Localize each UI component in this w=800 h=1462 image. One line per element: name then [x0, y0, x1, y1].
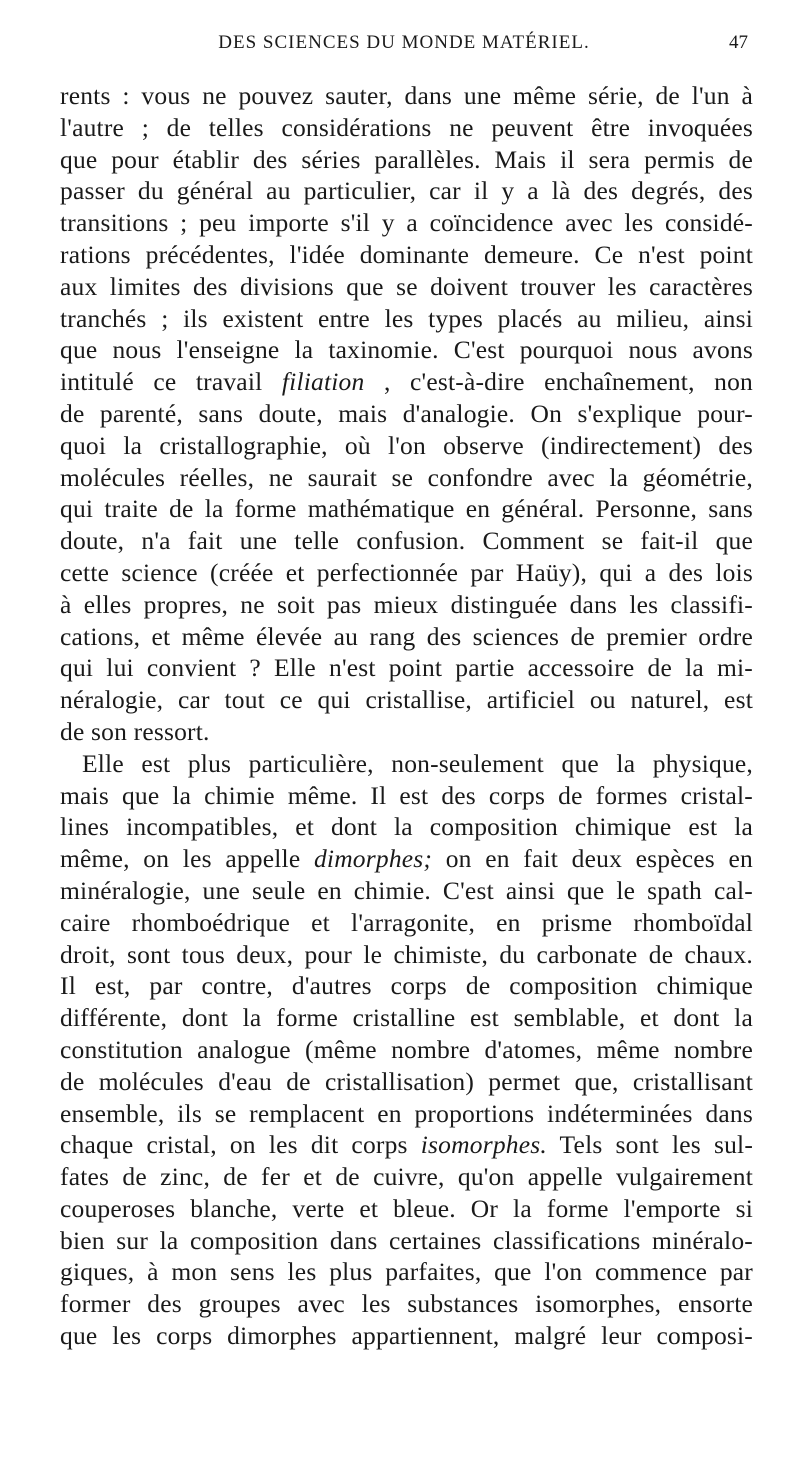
text-line: giques, à mon sens les plus parfaites, que l'on commence par [60, 1257, 753, 1287]
text-line: fates de zinc, de fer et de cuivre, qu'on appelle vulgairement [60, 1162, 753, 1192]
text-line: de parenté, sans doute, mais d'analogie. On s'explique pour- [60, 398, 753, 428]
body-text [60, 80, 753, 1352]
text-line: tranchés ; ils existent entre les types placés au milieu, ainsi [60, 303, 753, 333]
text-line: aux limites des divisions que se doivent trouver les caractères [60, 271, 753, 301]
text-line: minéralogie, une seule en chimie. C'est ainsi que le spath cal- [60, 875, 753, 905]
text-line: différente, dont la forme cristalline est semblable, et dont la [60, 1003, 753, 1033]
text-line: Il est, par contre, d'autres corps de composition chimique [60, 971, 753, 1001]
page-number: 47 [729, 32, 748, 53]
text-line: qui traite de la forme mathématique en général. Personne, sans [60, 494, 753, 524]
text-line: cations, et même élevée au rang des sciences de premier ordre [60, 621, 753, 651]
text-fragment: Tels sont les sul- [546, 1130, 754, 1160]
text-line: de son ressort. [60, 716, 210, 746]
text-line: de molécules d'eau de cristallisation) permet que, cristallisant [60, 1066, 753, 1096]
text-line: l'autre ; de telles considérations ne peuvent être invoquées [60, 112, 753, 142]
text-line: mais que la chimie même. Il est des corps de formes cristal- [60, 780, 753, 810]
text-line: droit, sont tous deux, pour le chimiste, du carbonate de chaux. [60, 939, 753, 969]
running-title: DES SCIENCES DU MONDE MATÉRIEL. [218, 32, 590, 53]
text-line: doute, n'a fait une telle confusion. Comment se fait-il que [60, 526, 753, 556]
paragraph-1 [60, 80, 753, 748]
italic-term-filiation: filiation [281, 367, 365, 397]
text-line: rations précédentes, l'idée dominante demeure. Ce n'est point [60, 239, 753, 269]
text-line: ensemble, ils se remplacent en proportions indéterminées dans [60, 1098, 753, 1128]
text-fragment: chaque cristal, on les dit corps [60, 1130, 421, 1160]
text-line: molécules réelles, ne saurait se confondre avec la géométrie, [60, 462, 753, 492]
text-fragment: , c'est-à-dire enchaînement, non [364, 367, 753, 397]
text-line: qui lui convient ? Elle n'est point partie accessoire de la mi- [60, 653, 753, 683]
italic-term-dimorphes: dimorphes; [313, 844, 433, 874]
text-line: cette science (créée et perfectionnée par Haüy), qui a des lois [60, 557, 753, 587]
text-line: couperoses blanche, verte et bleue. Or la forme l'emporte si [60, 1193, 753, 1223]
text-line [60, 843, 753, 875]
text-line [60, 366, 753, 398]
text-line: rents : vous ne pouvez sauter, dans une même série, de l'un à [60, 81, 753, 110]
text-line: quoi la cristallographie, où l'on observe (indirectement) des [60, 430, 753, 460]
text-line: que les corps dimorphes appartiennent, malgré leur composi- [60, 1321, 753, 1351]
text-line: bien sur la composition dans certaines classifications minéralo- [60, 1225, 753, 1255]
text-line: constitution analogue (même nombre d'atomes, même nombre [60, 1034, 753, 1064]
italic-term-isomorphes: isomorphes. [420, 1130, 547, 1160]
text-line: néralogie, car tout ce qui cristallise, artificiel ou naturel, est [60, 685, 753, 715]
text-line: caire rhomboédrique et l'arragonite, en prisme rhomboïdal [60, 907, 753, 937]
text-line: que pour établir des séries parallèles. Mais il sera permis de [60, 144, 753, 174]
running-head [60, 32, 748, 62]
text-line: Elle est plus particulière, non-seulement que la physique, [82, 748, 753, 778]
text-line: à elles propres, ne soit pas mieux distinguée dans les classifi- [60, 589, 753, 619]
text-fragment: on en fait deux espèces en [432, 844, 753, 874]
text-line: passer du général au particulier, car il y a là des degrés, des [60, 176, 753, 206]
text-fragment: même, on les appelle [60, 844, 314, 874]
text-line: transitions ; peu importe s'il y a coïncidence avec les considé- [60, 208, 753, 238]
text-fragment: intitulé ce travail [60, 367, 282, 397]
text-line: lines incompatibles, et dont la composition chimique est la [60, 812, 753, 842]
paragraph-2 [60, 748, 753, 1352]
text-line [60, 1129, 753, 1161]
text-line: que nous l'enseigne la taxinomie. C'est pourquoi nous avons [60, 335, 753, 365]
text-line: former des groupes avec les substances isomorphes, ensorte [60, 1289, 753, 1319]
